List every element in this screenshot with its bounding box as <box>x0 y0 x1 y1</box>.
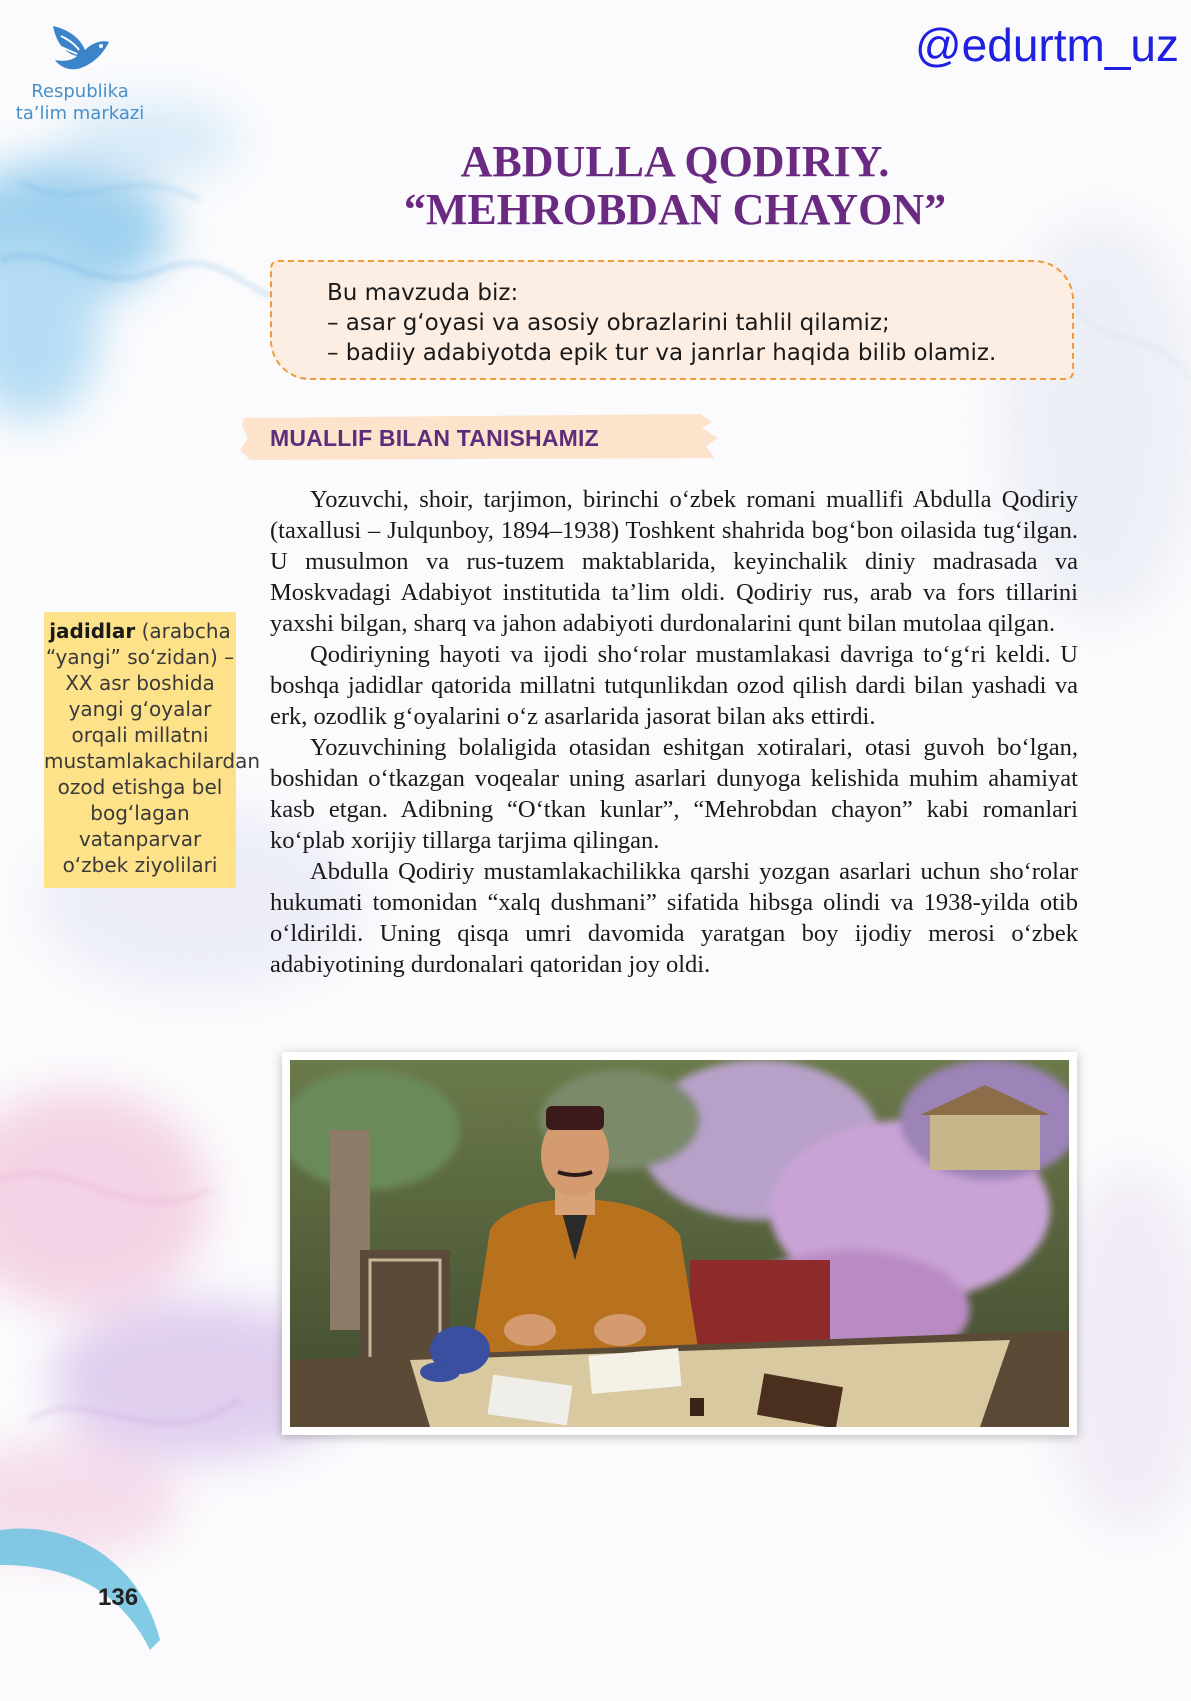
title-line-2: “MEHROBDAN CHAYON” <box>403 185 947 234</box>
goals-intro: Bu mavzuda biz: <box>327 280 519 306</box>
goal-item: – badiiy adabiyotda epik tur va janrlar haqida bilib olamiz. <box>327 340 997 366</box>
glossary-note <box>44 612 260 888</box>
portrait-painting <box>282 1052 1077 1435</box>
glossary-definition: (arabcha “yangi” so‘zidan) – XX asr boshida yangi g‘oyalar orqali millatni mustamlakachilardan ozod etishga bel bog‘lagan vatanparvar o‘zbek ziyolilari <box>44 619 260 877</box>
glossary-term: jadidlar <box>49 619 136 643</box>
paragraph: Qodiriyning hayoti va ijodi sho‘rolar mustamlakasi davriga to‘g‘ri keldi. U boshqa jadidlar qatorida millatni tutqunlikdan ozod qilish dardi bilan yashadi va erk, ozodlik g‘oyalarini o‘z asarlarida jasorat bilan aks ettirdi. <box>270 641 1078 730</box>
paragraph: Yozuvchi, shoir, tarjimon, birinchi o‘zbek romani muallifi Abdulla Qodiriy (taxallusi – Julqunboy, 1894–1938) Toshkent shahrida bog‘bon oilasida tug‘ilgan. U musulmon va rus-tuzem maktablarida, keyinchalik diniy madrasada va Moskvadagi Adabiyot institutida ta’lim oldi. Qodiriy rus, arab va fors tillarini yaxshi bilgan, sharq va jahon adabiyoti durdonalarini qunt bilan mutolaa qilgan. <box>270 486 1078 637</box>
lesson-goals-box <box>270 260 1074 380</box>
paragraph: Yozuvchining bolaligida otasidan eshitgan xotiralari, otasi guvoh bo‘lgan, boshidan o‘tkazgan voqealar uning asarlari dunyoga kelishida muhim ahamiyat kasb etgan. Adibning “O‘tkan kunlar”, “Mehrobdan chayon” kabi romanlari ko‘plab xorijiy tillarga tarjima qilingan. <box>270 734 1078 854</box>
paragraph: Abdulla Qodiriy mustamlakachilikka qarshi yozgan asarlari uchun sho‘rolar hukumati tomonidan “xalq dushmani” sifatida hibsga olindi va 1938-yilda otib o‘ldirildi. Uning qisqa umri davomida yaratgan boy ijodiy merosi o‘zbek adabiyotining durdonalari qatoridan joy oldi. <box>270 858 1078 978</box>
painting-illustration <box>290 1060 1069 1427</box>
section-heading <box>240 412 720 462</box>
section-label: MUALLIF BILAN TANISHAMIZ <box>270 425 599 451</box>
logo-line-2: ta’lim markazi <box>15 103 145 124</box>
goal-item: – asar g‘oyasi va asosiy obrazlarini tahlil qilamiz; <box>327 310 890 336</box>
page-number: 136 <box>98 1584 139 1611</box>
page-title <box>330 138 1020 234</box>
channel-handle[interactable]: @edurtm_uz <box>914 19 1179 71</box>
logo-line-1: Respublika <box>31 81 129 102</box>
title-line-1: ABDULLA QODIRIY. <box>460 137 890 186</box>
dove-logo-icon <box>47 16 113 76</box>
biography-text <box>270 484 1078 980</box>
logo <box>10 16 150 125</box>
